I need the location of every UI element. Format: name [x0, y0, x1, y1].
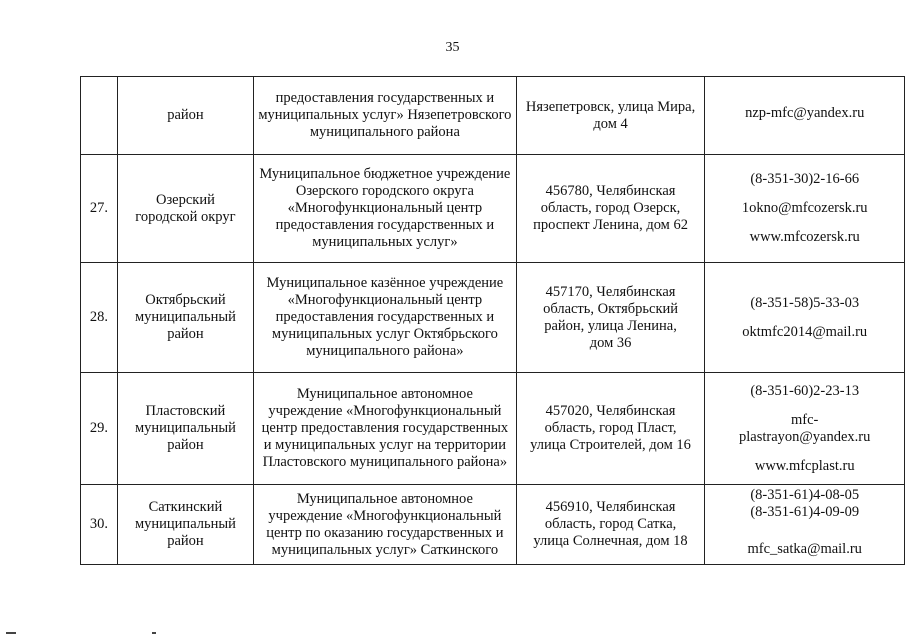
org-line: Муниципальное казённое учреждение — [266, 275, 504, 291]
municipality-name-line: муниципальный — [134, 516, 236, 532]
municipality-name-line: муниципальный — [134, 420, 236, 436]
address-line: дом 36 — [589, 334, 632, 351]
address-line: 456780, Челябинская — [545, 183, 676, 199]
org-line: и муниципальных услуг на территории — [263, 437, 506, 453]
org-line: центр предоставления государственных — [261, 420, 509, 436]
email-link[interactable]: nzp-mfc@yandex.ru — [745, 105, 865, 121]
address — [516, 77, 705, 155]
municipality-name-line: Октябрьский — [145, 292, 226, 308]
website-link[interactable]: www.mfcozersk.ru — [749, 229, 860, 245]
row-number: 30. — [81, 485, 118, 565]
municipality-name-line: муниципальный — [134, 309, 236, 325]
phone-number: (8-351-61)4-09-09 — [750, 504, 860, 520]
org-line: Муниципальное бюджетное учреждение — [259, 166, 511, 182]
org-line: муниципальных услуг» Саткинского — [271, 541, 499, 558]
address-line: Нязепетровск, улица Мира, — [525, 98, 696, 115]
table-row — [81, 155, 905, 263]
organization-name — [254, 77, 517, 155]
org-line: учреждение «Многофункциональный — [268, 403, 502, 419]
municipality-name — [117, 263, 253, 373]
phone-number: (8-351-30)2-16-66 — [750, 171, 860, 187]
org-line: предоставления государственных и — [275, 309, 495, 325]
scan-mark — [6, 632, 16, 634]
email-link[interactable]: oktmfc2014@mail.ru — [742, 323, 868, 340]
address-line: область, Октябрьский — [543, 300, 679, 317]
address-line: улица Солнечная, дом 18 — [533, 533, 688, 549]
email-link[interactable]: mfc- — [791, 411, 819, 428]
municipality-name-line: район — [167, 533, 204, 549]
row-number: 27. — [81, 155, 118, 263]
municipality-name-line: район — [167, 326, 204, 342]
address-line: 457170, Челябинская — [545, 283, 676, 300]
org-line: муниципальных услуг» — [312, 234, 458, 250]
row-number — [81, 77, 118, 155]
municipality-name — [117, 77, 253, 155]
mfc-table — [80, 76, 905, 565]
address — [516, 485, 705, 565]
address-line: проспект Ленина, дом 62 — [533, 217, 688, 233]
address — [516, 373, 705, 485]
phone-number: (8-351-58)5-33-03 — [750, 294, 860, 311]
municipality-name-line: Пластовский — [145, 403, 226, 419]
municipality-name-line: район — [167, 437, 204, 453]
org-line: муниципального района» — [306, 343, 464, 359]
organization-name — [254, 485, 517, 565]
municipality-name — [117, 373, 253, 485]
contacts — [705, 485, 905, 565]
website-link[interactable]: www.mfcplast.ru — [754, 457, 855, 474]
scan-mark — [152, 632, 156, 634]
org-line: «Многофункциональный центр — [287, 200, 483, 216]
org-line: центр по оказанию государственных и — [266, 524, 504, 541]
organization-name — [254, 263, 517, 373]
phone-number: (8-351-61)4-08-05 — [750, 487, 860, 503]
municipality-name-line: городской округ — [135, 208, 236, 225]
org-line: Пластовского муниципального района» — [262, 454, 508, 470]
address-line: 456910, Челябинская — [545, 499, 676, 515]
municipality-name-line: район — [167, 107, 204, 123]
address-line: область, город Пласт, — [544, 420, 677, 436]
page-number: 35 — [445, 40, 460, 55]
contacts — [705, 263, 905, 373]
address-line: область, город Сатка, — [544, 516, 677, 532]
row-number: 28. — [81, 263, 118, 373]
org-line: учреждение «Многофункциональный — [268, 507, 502, 524]
org-line: Муниципальное автономное — [296, 386, 473, 402]
org-line: «Многофункциональный центр — [287, 292, 483, 308]
table-row — [81, 485, 905, 565]
table-row — [81, 77, 905, 155]
address-line: улица Строителей, дом 16 — [530, 437, 691, 453]
org-line: муниципальных услуг» Нязепетровского — [258, 107, 512, 123]
table-row — [81, 263, 905, 373]
organization-name — [254, 373, 517, 485]
org-line: Муниципальное автономное — [296, 490, 473, 507]
email-link[interactable]: 1okno@mfcozersk.ru — [741, 200, 868, 216]
row-number: 29. — [81, 373, 118, 485]
address-line: дом 4 — [593, 115, 628, 132]
municipality-name — [117, 155, 253, 263]
org-line: муниципальных услуг Октябрьского — [271, 326, 498, 342]
contacts — [705, 77, 905, 155]
org-line: предоставления государственных и — [275, 90, 495, 106]
table-row — [81, 373, 905, 485]
organization-name — [254, 155, 517, 263]
contacts — [705, 155, 905, 263]
org-line: Озерского городского округа — [295, 183, 474, 199]
phone-number: (8-351-60)2-23-13 — [750, 382, 860, 399]
email-link[interactable]: mfc_satka@mail.ru — [747, 541, 862, 557]
address-line: область, город Озерск, — [540, 200, 681, 216]
email-link[interactable]: plastrayon@yandex.ru — [739, 428, 871, 445]
municipality-name-line: Озерский — [155, 191, 215, 208]
contacts — [705, 373, 905, 485]
municipality-name-line: Саткинский — [148, 499, 223, 515]
address-line: район, улица Ленина, — [544, 317, 677, 334]
org-line: муниципального района — [309, 124, 460, 140]
org-line: предоставления государственных и — [275, 217, 495, 233]
address-line: 457020, Челябинская — [545, 403, 676, 419]
address — [516, 263, 705, 373]
address — [516, 155, 705, 263]
municipality-name — [117, 485, 253, 565]
